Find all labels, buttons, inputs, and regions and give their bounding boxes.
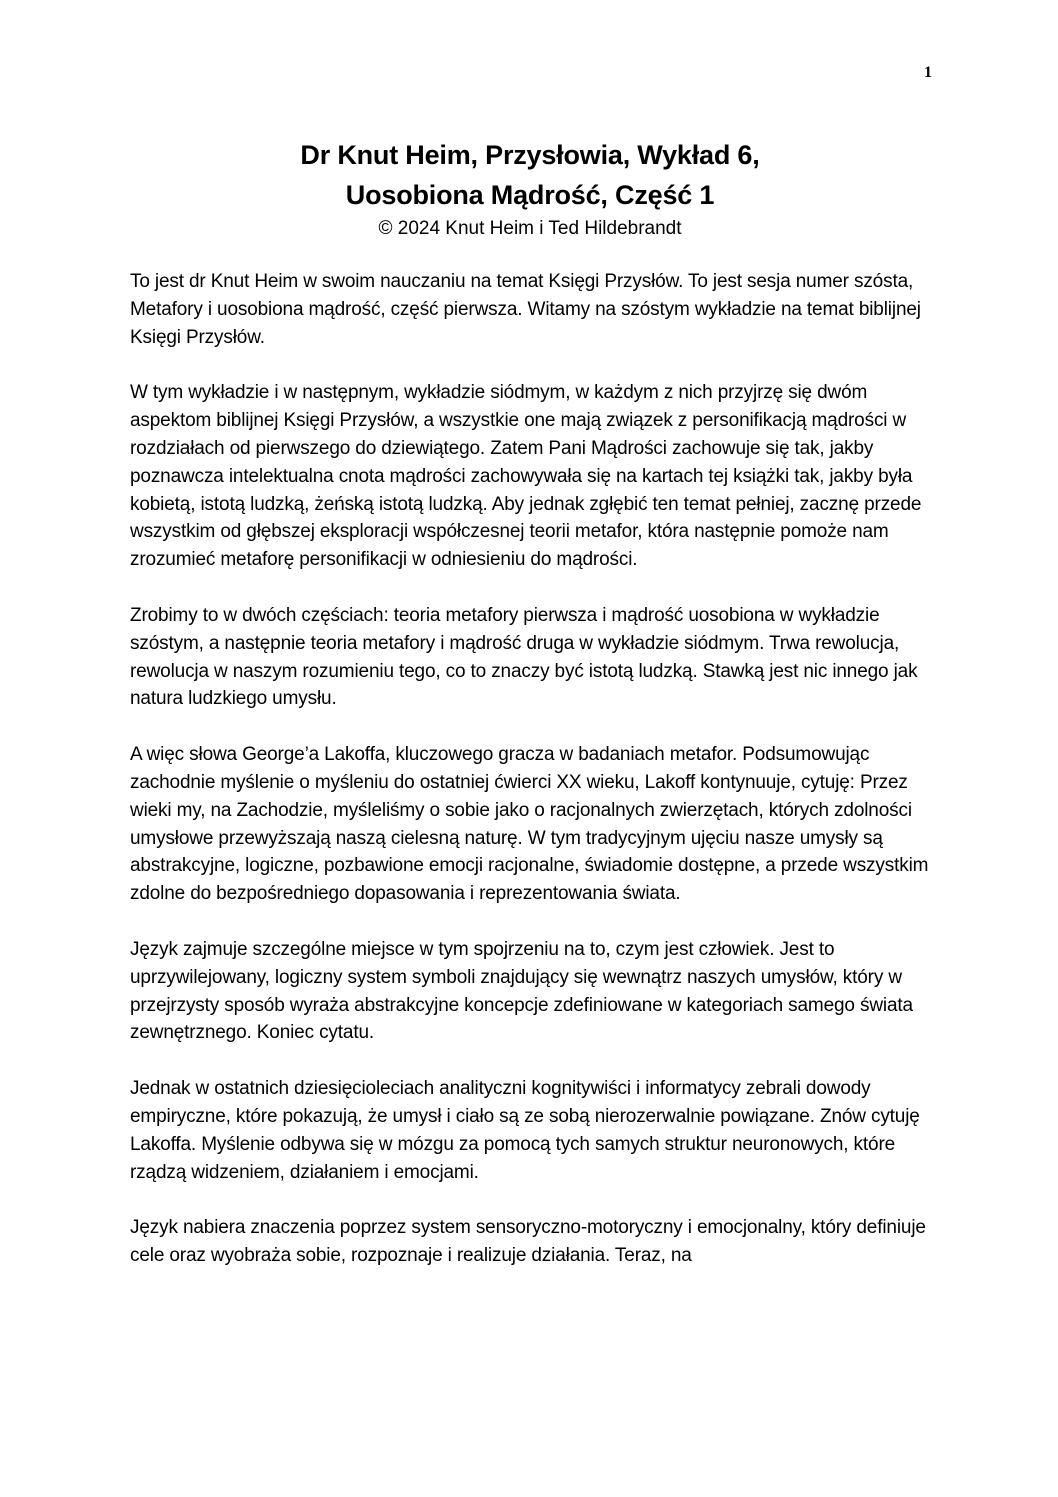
paragraph-7: Język nabiera znaczenia poprzez system sensoryczno-motoryczny i emocjonalny, który definiuje cele oraz wyobraża sobie, rozpoznaje i realizuje działania. Teraz, na [130,1217,926,1267]
paragraph-2: W tym wykładzie i w następnym, wykładzie siódmym, w każdym z nich przyjrzę się dwóm aspektom biblijnej Księgi Przysłów, a wszystkie one mają związek z personifikacją mądrości w rozdziałach od pierwszego do dziewiątego. Zatem Pani Mądrości zachowuje się tak, jakby poznawcza intelektualna cnota mądrości zachowywała się na kartach tej książki tak, jakby była kobietą, istotą ludzką, żeńską istotą ludzką. Aby jednak zgłębić ten temat pełniej, zacznę przede wszystkim od głębszej eksploracji współczesnej teorii metafor, która następnie pomoże nam zrozumieć metaforę personifikacji w odniesieniu do mądrości. [130,382,922,571]
page-number: 1 [924,64,932,81]
document-body [130,268,940,1298]
paragraph-4: A więc słowa George’a Lakoffa, kluczowego gracza w badaniach metafor. Podsumowując zachodnie myślenie o myśleniu do ostatniej ćwierci XX wieku, Lakoff kontynuuje, cytuję: Przez wieki my, na Zachodzie, myśleliśmy o sobie jako o racjonalnych zwierzętach, których zdolności umysłowe przewyższają naszą cielesną naturę. W tym tradycyjnym ujęciu nasze umysły są abstrakcyjne, logiczne, pozbawione emocji racjonalne, świadomie dostępne, a przede wszystkim zdolne do bezpośredniego dopasowania i reprezentowania świata. [130,744,929,905]
document-title-line-2: Uosobiona Mądrość, Część 1 [345,180,715,210]
title-block [130,135,930,242]
paragraph-6: Jednak w ostatnich dziesięcioleciach analityczni kognitywiści i informatycy zebrali dowody empiryczne, które pokazują, że umysł i ciało są ze sobą nierozerwalnie powiązane. Znów cytuję Lakoffa. Myślenie odbywa się w mózgu za pomocą tych samych struktur neuronowych, które rządzą widzeniem, działaniem i emocjami. [130,1078,920,1183]
paragraph-1: To jest dr Knut Heim w swoim nauczaniu na temat Księgi Przysłów. To jest sesja numer szósta, Metafory i uosobiona mądrość, część pierwsza. Witamy na szóstym wykładzie na temat biblijnej Księgi Przysłów. [130,271,921,348]
copyright-notice: © 2024 Knut Heim i Ted Hildebrandt [378,218,682,239]
paragraph-3: Zrobimy to w dwóch częściach: teoria metafory pierwsza i mądrość uosobiona w wykładzie szóstym, a następnie teoria metafory i mądrość druga w wykładzie siódmym. Trwa rewolucja, rewolucja w naszym rozumieniu tego, co to znaczy być istotą ludzką. Stawką jest nic innego jak natura ludzkiego umysłu. [130,604,918,710]
paragraph-5: Język zajmuje szczególne miejsce w tym spojrzeniu na to, czym jest człowiek. Jest to uprzywilejowany, logiczny system symboli znajdujący się wewnątrz naszych umysłów, który w przejrzysty sposób wyraża abstrakcyjne koncepcje zdefiniowane w kategoriach samego świata zewnętrznego. Koniec cytatu. [130,938,913,1044]
document-title-line-1: Dr Knut Heim, Przysłowia, Wykład 6, [300,140,760,170]
